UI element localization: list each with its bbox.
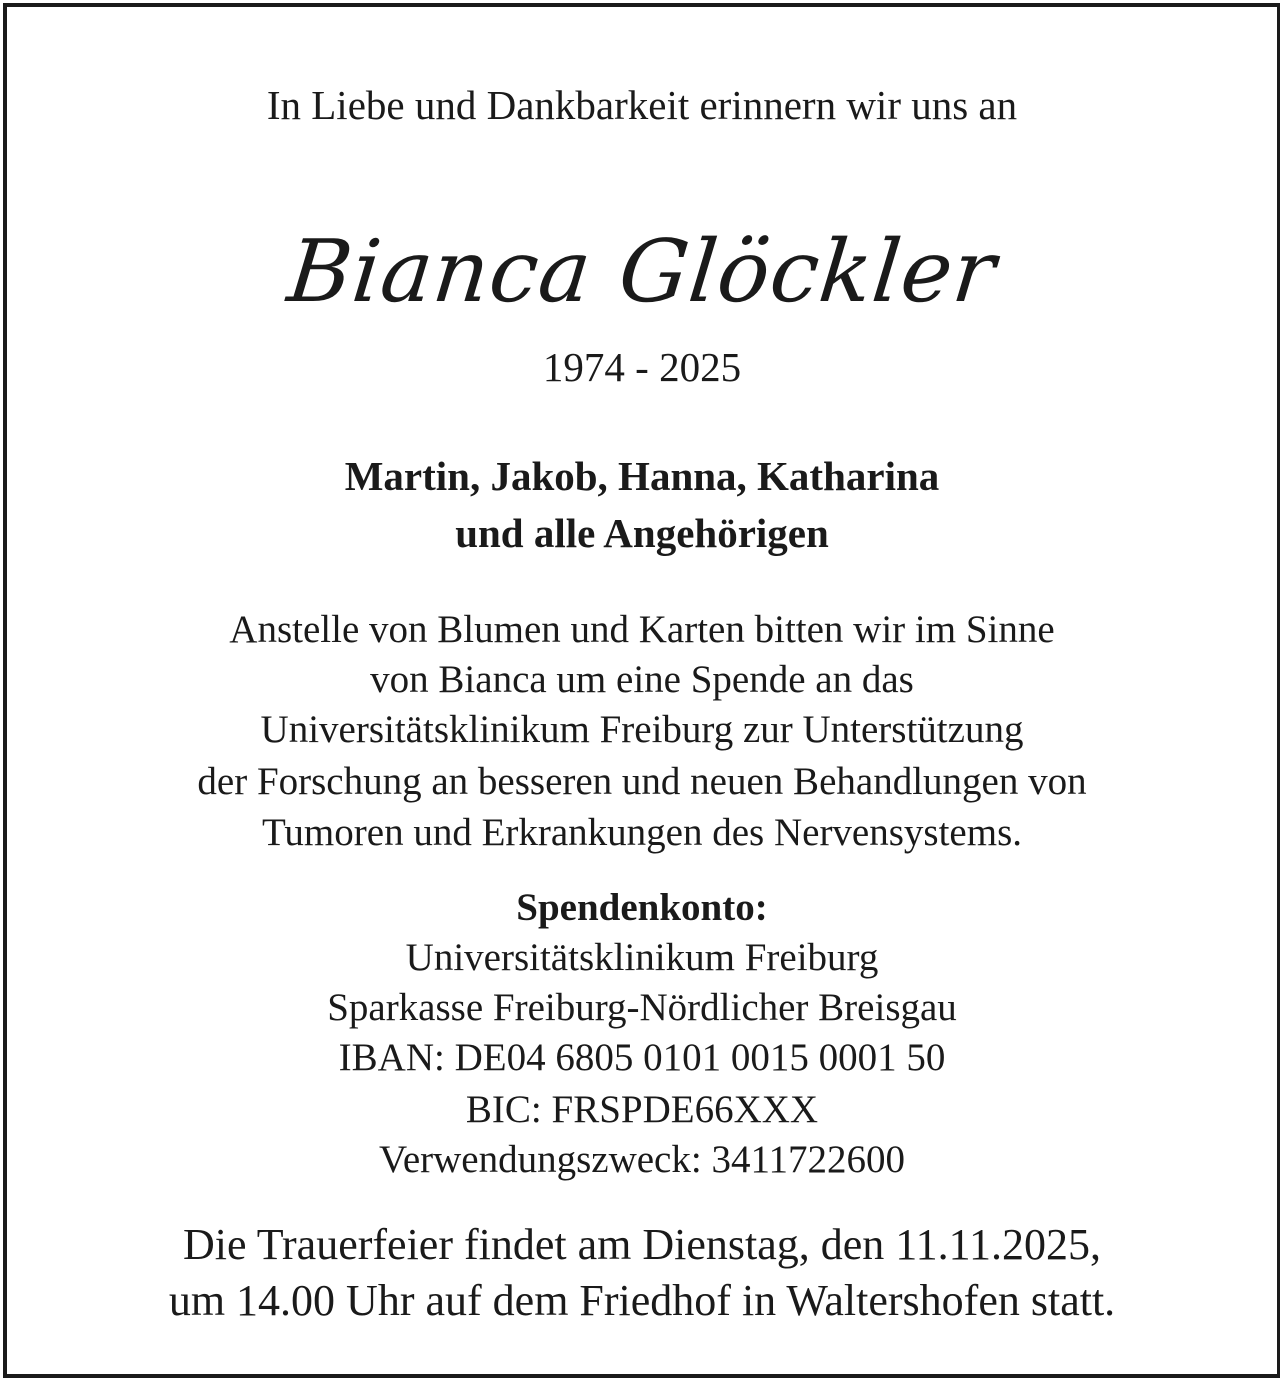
account-bank: Sparkasse Freiburg-Nördlicher Breisgau xyxy=(327,986,957,1029)
donation-request-line: Universitätsklinikum Freiburg zur Unterstützung xyxy=(260,708,1024,751)
donation-request-line: der Forschung an besseren und neuen Behandlungen von xyxy=(197,760,1087,803)
family-names: Martin, Jakob, Hanna, Katharina xyxy=(344,453,940,499)
donation-request-line: Tumoren und Erkrankungen des Nervensystems. xyxy=(261,811,1023,854)
donation-request-line: von Bianca um eine Spende an das xyxy=(370,658,914,701)
family-relatives: und alle Angehörigen xyxy=(455,510,829,556)
obituary-notice xyxy=(3,3,1280,1378)
account-iban: IBAN: DE04 6805 0101 0015 0001 50 xyxy=(338,1036,946,1079)
account-bic: BIC: FRSPDE66XXX xyxy=(465,1088,819,1131)
account-recipient: Universitätsklinikum Freiburg xyxy=(405,936,879,979)
deceased-name: Bianca Glöckler xyxy=(283,222,1001,322)
ceremony-line: Die Trauerfeier findet am Dienstag, den 11.11.2025, xyxy=(182,1220,1102,1269)
intro-line: In Liebe und Dankbarkeit erinnern wir uns an xyxy=(266,82,1018,128)
life-years: 1974 - 2025 xyxy=(542,344,742,390)
donation-request-line: Anstelle von Blumen und Karten bitten wir im Sinne xyxy=(229,608,1055,651)
ceremony-line: um 14.00 Uhr auf dem Friedhof in Waltershofen statt. xyxy=(168,1276,1116,1325)
account-reference: Verwendungszweck: 3411722600 xyxy=(378,1138,906,1181)
donation-account-heading: Spendenkonto: xyxy=(516,886,768,929)
